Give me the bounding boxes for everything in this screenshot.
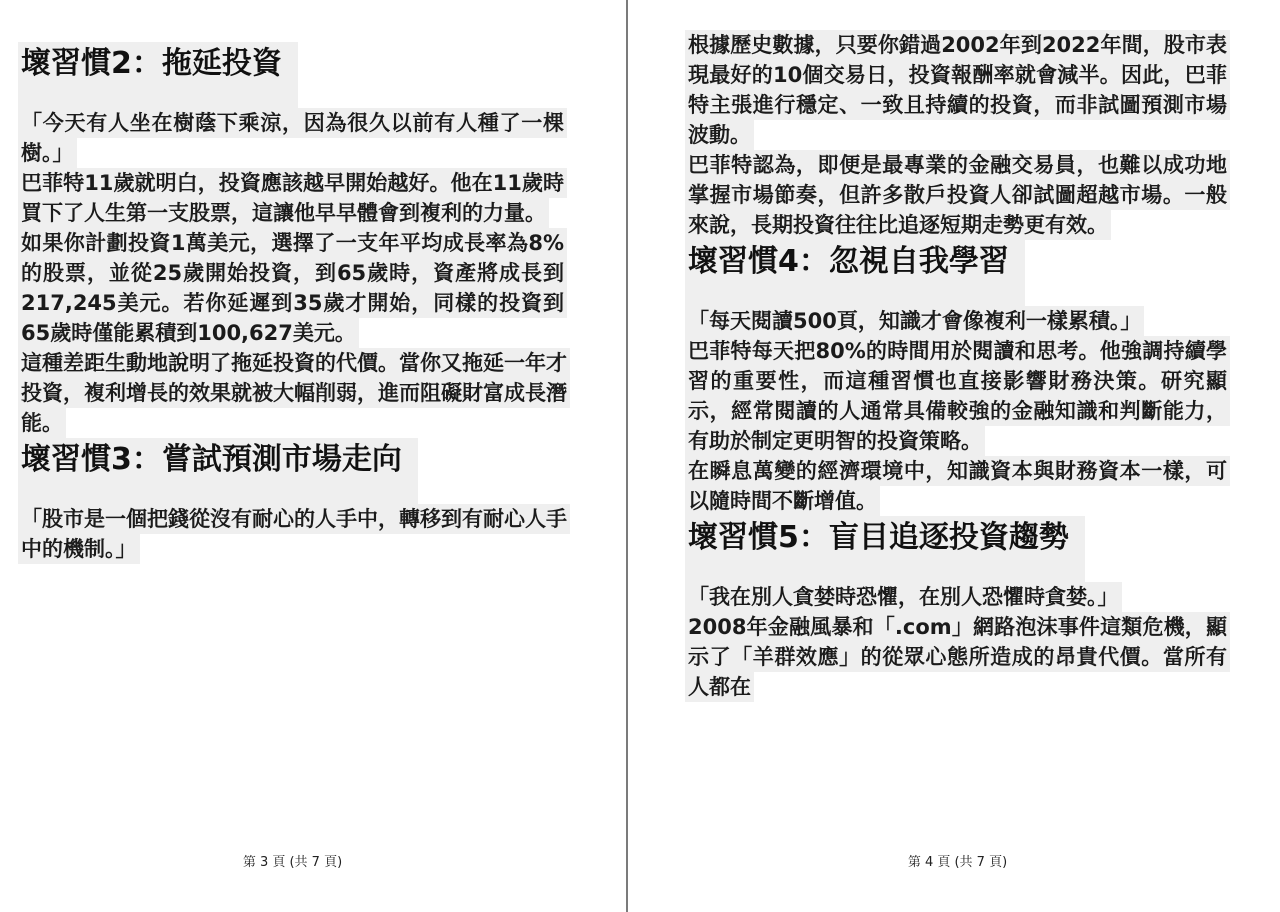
section-heading-habit-5	[685, 516, 1230, 582]
paragraph-compound-example	[18, 228, 567, 348]
paragraph-reading-time	[685, 336, 1230, 456]
paragraph-traders	[685, 150, 1230, 240]
paragraph-delay-cost-text: 這種差距生動地說明了拖延投資的代價。當你又拖延一年才投資，複利增長的效果就被大幅削弱，進而阻礙財富成長潛能。	[18, 348, 570, 438]
section-heading-habit-3-text: 壞習慣3：嘗試預測市場走向	[18, 438, 418, 504]
quote-reading-500-pages	[685, 306, 1230, 336]
paragraph-buffett-age11	[18, 168, 567, 228]
paragraph-reading-time-text: 巴菲特每天把80%的時間用於閱讀和思考。他強調持續學習的重要性，而這種習慣也直接影響財務決策。研究顯示，經常閱讀的人通常具備較強的金融知識和判斷能力，有助於制定更明智的投資策略。	[685, 336, 1230, 456]
paragraph-knowledge-capital	[685, 456, 1230, 516]
paragraph-history-data-text: 根據歷史數據，只要你錯過2002年到2022年間，股市表現最好的10個交易日，投資報酬率就會減半。因此，巴菲特主張進行穩定、一致且持續的投資，而非試圖預測市場波動。	[685, 30, 1230, 150]
quote-reading-pre: 「每天閱讀	[688, 309, 793, 333]
quote-reading-500-pages-text	[685, 306, 1144, 336]
quote-reading-post: 頁，知識才會像複利一樣累積。」	[836, 309, 1142, 333]
paragraph-knowledge-capital-text: 在瞬息萬變的經濟環境中，知識資本與財務資本一樣，可以隨時間不斷增值。	[685, 456, 1230, 516]
paragraph-compound-example-text: 如果你計劃投資1萬美元，選擇了一支年平均成長率為8%的股票，並從25歲開始投資，到65歲時，資產將成長到217,245美元。若你延遲到35歲才開始，同樣的投資到65歲時僅能累積到100,627美元。	[18, 228, 567, 348]
page-3-footer: 第 3 頁 (共 7 頁)	[242, 855, 343, 870]
page-4	[627, 0, 1280, 912]
quote-tree-text: 「今天有人坐在樹蔭下乘涼，因為很久以前有人種了一棵樹。」	[18, 108, 567, 168]
paragraph-2008-crisis-text: 2008年金融風暴和「.com」網路泡沫事件這類危機，顯示了「羊群效應」的從眾心態所造成的昂貴代價。當所有人都在	[685, 612, 1230, 702]
quote-market-patience-text: 「股市是一個把錢從沒有耐心的人手中，轉移到有耐心人手中的機制。」	[18, 504, 570, 564]
quote-greedy-fearful	[685, 582, 1230, 612]
section-heading-habit-2	[18, 42, 567, 108]
quote-market-patience	[18, 504, 567, 564]
paragraph-2008-crisis	[685, 612, 1230, 702]
paragraph-delay-cost	[18, 348, 567, 438]
section-heading-habit-5-text: 壞習慣5：盲目追逐投資趨勢	[685, 516, 1085, 582]
section-heading-habit-4-text: 壞習慣4：忽視自我學習	[685, 240, 1025, 306]
quote-greedy-fearful-text: 「我在別人貪婪時恐懼，在別人恐懼時貪婪。」	[685, 582, 1122, 612]
page-4-footer: 第 4 頁 (共 7 頁)	[907, 855, 1008, 870]
section-heading-habit-2-text: 壞習慣2：拖延投資	[18, 42, 298, 108]
quote-tree	[18, 108, 567, 168]
quote-reading-bold-number: 500	[793, 309, 837, 333]
section-heading-habit-4	[685, 240, 1230, 306]
paragraph-history-data	[685, 30, 1230, 150]
paragraph-buffett-age11-text: 巴菲特11歲就明白，投資應該越早開始越好。他在11歲時買下了人生第一支股票，這讓他早早體會到複利的力量。	[18, 168, 567, 228]
page-3	[0, 0, 627, 912]
paragraph-traders-text: 巴菲特認為，即便是最專業的金融交易員，也難以成功地掌握市場節奏，但許多散戶投資人卻試圖超越市場。一般來說，長期投資往往比追逐短期走勢更有效。	[685, 150, 1230, 240]
section-heading-habit-3	[18, 438, 567, 504]
